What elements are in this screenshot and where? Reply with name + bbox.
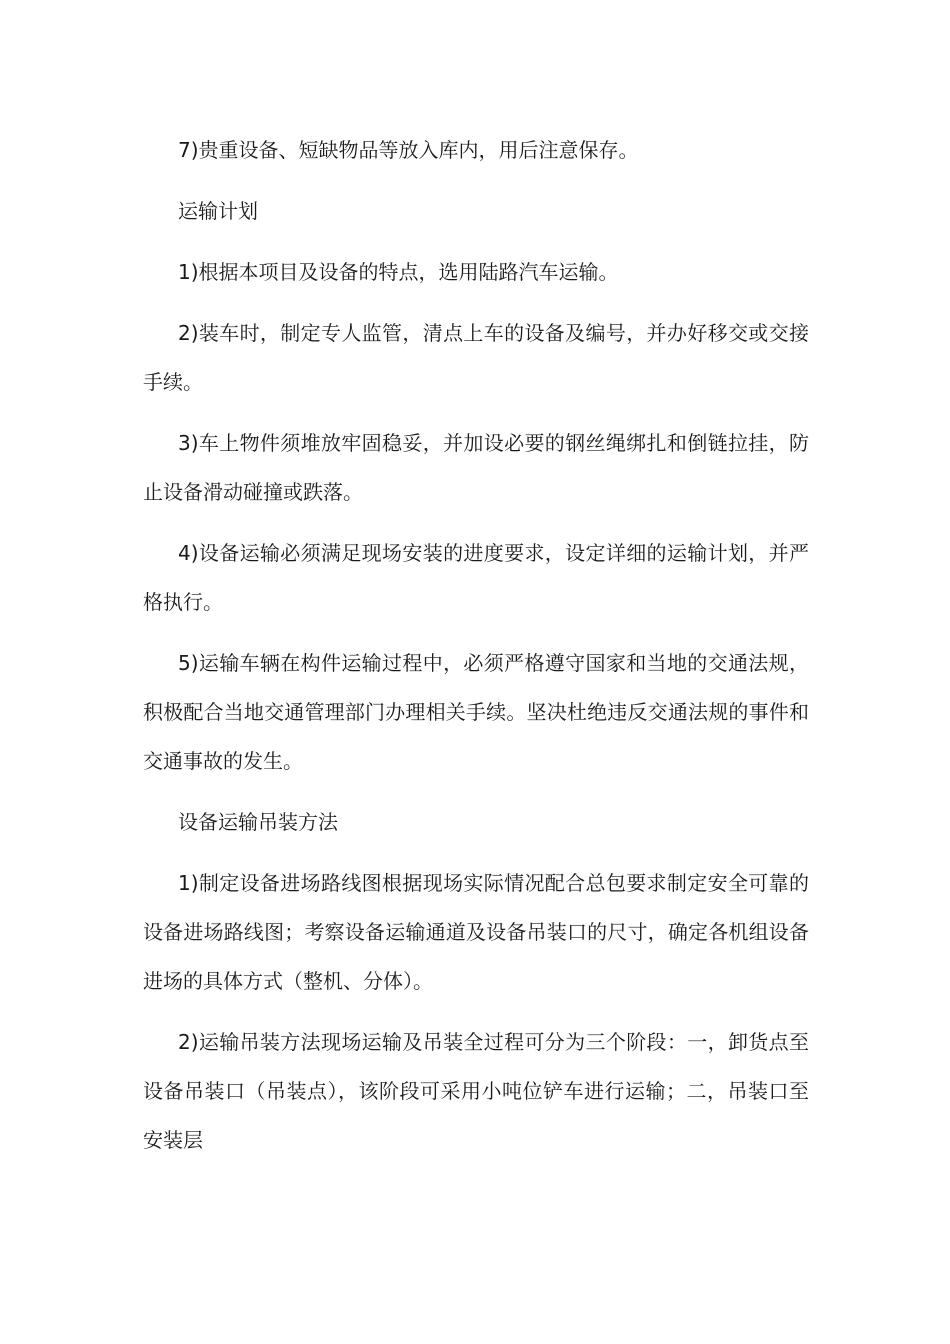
paragraph-hoisting-stages: 2)运输吊装方法现场运输及吊装全过程可分为三个阶段：一，卸货点至设备吊装口（吊装点），该阶段可采用小吨位铲车进行运输；二，吊装口至安装层	[143, 1030, 809, 1152]
paragraph-loading-supervision: 2)装车时，制定专人监管，清点上车的设备及编号，并办好移交或交接手续。	[143, 321, 809, 394]
paragraph-entry-route-plan: 1)制定设备进场路线图根据现场实际情况配合总包要求制定安全可靠的设备进场路线图；考察设备运输通道及设备吊装口的尺寸，确定各机组设备进场的具体方式（整机、分体）。	[143, 871, 809, 993]
paragraph-road-transport: 1)根据本项目及设备的特点，选用陆路汽车运输。	[178, 260, 619, 284]
paragraph-transport-schedule: 4)设备运输必须满足现场安装的进度要求，设定详细的运输计划，并严格执行。	[143, 541, 809, 614]
paragraph-cargo-securing: 3)车上物件须堆放牢固稳妥，并加设必要的钢丝绳绑扎和倒链拉挂，防止设备滑动碰撞或跌落。	[143, 431, 809, 504]
heading-hoisting-method: 设备运输吊装方法	[178, 810, 338, 834]
paragraph-traffic-regulations: 5)运输车辆在构件运输过程中，必须严格遵守国家和当地的交通法规，积极配合当地交通管理部门办理相关手续。坚决杜绝违反交通法规的事件和交通事故的发生。	[143, 651, 809, 773]
paragraph-valuable-equipment-storage: 7)贵重设备、短缺物品等放入库内，用后注意保存。	[178, 138, 639, 162]
heading-transport-plan: 运输计划	[178, 199, 258, 223]
document-body	[143, 126, 809, 1177]
